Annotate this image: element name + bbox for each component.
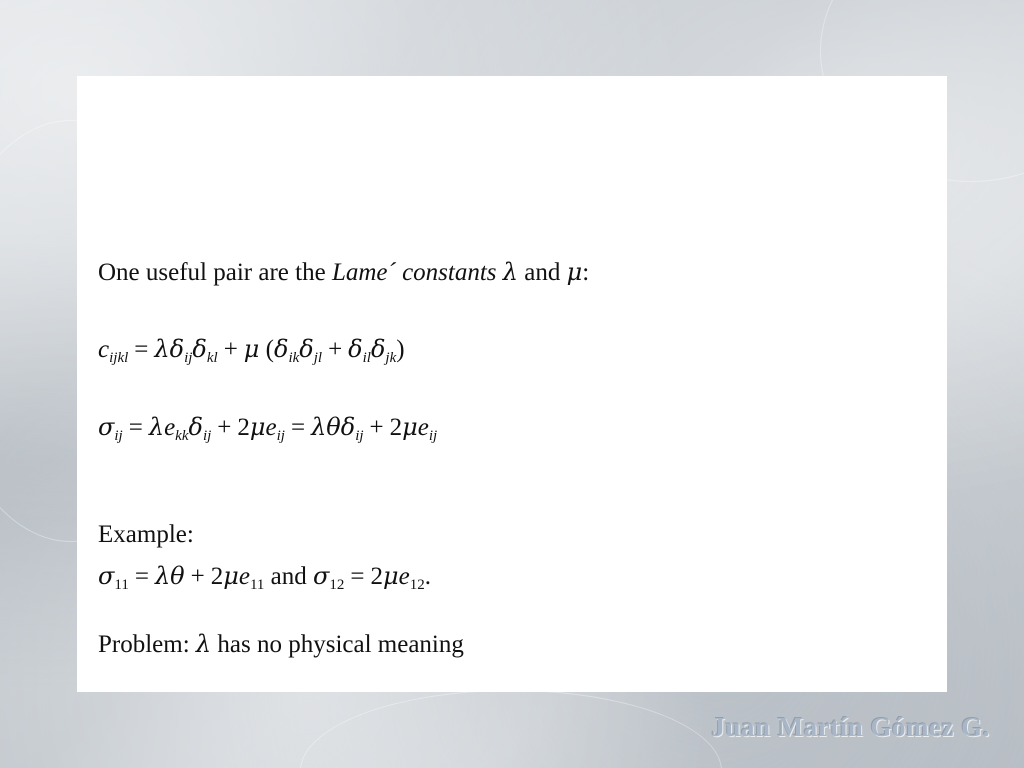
sigma-symbol: σ bbox=[98, 562, 115, 590]
number-two: 2 bbox=[210, 563, 224, 590]
delta-symbol: δ bbox=[299, 335, 314, 363]
delta-symbol: δ bbox=[348, 335, 363, 363]
mu-symbol: μ bbox=[383, 562, 399, 590]
delta-symbol: δ bbox=[169, 335, 185, 363]
equals-sign: = bbox=[290, 414, 306, 441]
sigma-symbol: σ bbox=[98, 413, 115, 441]
subscript: ij bbox=[428, 428, 438, 444]
slide-content-card bbox=[77, 76, 947, 692]
sigma-symbol: σ bbox=[313, 562, 330, 590]
mu-symbol: μ bbox=[402, 413, 418, 441]
problem-label: Problem: bbox=[98, 631, 196, 658]
number-two: 2 bbox=[389, 414, 403, 441]
subscript: kk bbox=[175, 428, 189, 444]
subscript: ij bbox=[114, 428, 123, 444]
problem-statement bbox=[98, 632, 464, 657]
mu-symbol: μ bbox=[223, 562, 239, 590]
subscript: ij bbox=[184, 350, 193, 366]
delta-symbol: δ bbox=[370, 335, 386, 363]
period: . bbox=[424, 563, 431, 590]
lambda-symbol: λ bbox=[154, 562, 171, 590]
subscript: ij bbox=[202, 428, 212, 444]
subscript: 11 bbox=[114, 577, 129, 593]
right-paren: ) bbox=[396, 336, 405, 363]
delta-symbol: δ bbox=[273, 335, 289, 363]
subscript: il bbox=[362, 350, 371, 366]
subscript: ij bbox=[276, 428, 285, 444]
equals-sign: = bbox=[350, 563, 365, 590]
e-symbol: e bbox=[164, 414, 176, 441]
and-text: and bbox=[517, 259, 567, 286]
plus-sign: + bbox=[369, 414, 384, 441]
theta-symbol: θ bbox=[170, 562, 185, 590]
plus-sign: + bbox=[190, 563, 205, 590]
equals-sign: = bbox=[134, 336, 149, 363]
number-two: 2 bbox=[237, 414, 250, 441]
e-symbol: e bbox=[417, 414, 429, 441]
mu-symbol: μ bbox=[249, 413, 266, 441]
e-symbol: e bbox=[398, 563, 410, 590]
plus-sign: + bbox=[217, 414, 232, 441]
lame-constants-term: Lame´ constants bbox=[331, 259, 497, 286]
mu-symbol: μ bbox=[243, 335, 260, 363]
plus-sign: + bbox=[223, 336, 238, 363]
subscript: ijkl bbox=[109, 350, 129, 366]
subscript: 12 bbox=[329, 577, 345, 593]
stiffness-tensor-equation bbox=[98, 335, 405, 366]
subscript: jl bbox=[313, 350, 323, 366]
delta-symbol: δ bbox=[340, 413, 356, 441]
intro-text: One useful pair are the bbox=[98, 259, 332, 286]
delta-symbol: δ bbox=[192, 335, 207, 363]
equals-sign: = bbox=[128, 414, 143, 441]
e-symbol: e bbox=[265, 414, 277, 441]
left-paren: ( bbox=[265, 336, 274, 363]
lambda-symbol: λ bbox=[154, 335, 170, 363]
number-two: 2 bbox=[370, 563, 384, 590]
background-texture bbox=[300, 690, 722, 768]
subscript: ik bbox=[288, 350, 300, 366]
subscript: 11 bbox=[249, 577, 265, 593]
e-symbol: e bbox=[238, 563, 250, 590]
lambda-symbol: λ bbox=[148, 413, 165, 441]
subscript: ij bbox=[355, 428, 364, 444]
colon: : bbox=[582, 259, 590, 286]
lame-constants-intro bbox=[98, 260, 589, 285]
problem-text: has no physical meaning bbox=[211, 631, 464, 658]
mu-symbol: μ bbox=[566, 258, 583, 286]
author-watermark: Juan Martín Gómez G. bbox=[711, 712, 990, 742]
lambda-symbol: λ bbox=[502, 258, 518, 286]
subscript: kl bbox=[206, 350, 218, 366]
c-symbol: c bbox=[98, 336, 110, 363]
lambda-symbol: λ bbox=[195, 630, 212, 658]
subscript: 12 bbox=[409, 577, 425, 593]
theta-symbol: θ bbox=[326, 413, 341, 441]
stress-equation bbox=[98, 413, 438, 444]
and-text: and bbox=[264, 563, 314, 590]
example-equation bbox=[98, 562, 431, 593]
example-label: Example: bbox=[98, 521, 194, 548]
lambda-symbol: λ bbox=[311, 413, 327, 441]
delta-symbol: δ bbox=[188, 413, 203, 441]
plus-sign: + bbox=[328, 336, 343, 363]
subscript: jk bbox=[385, 350, 397, 366]
equals-sign: = bbox=[134, 563, 149, 590]
